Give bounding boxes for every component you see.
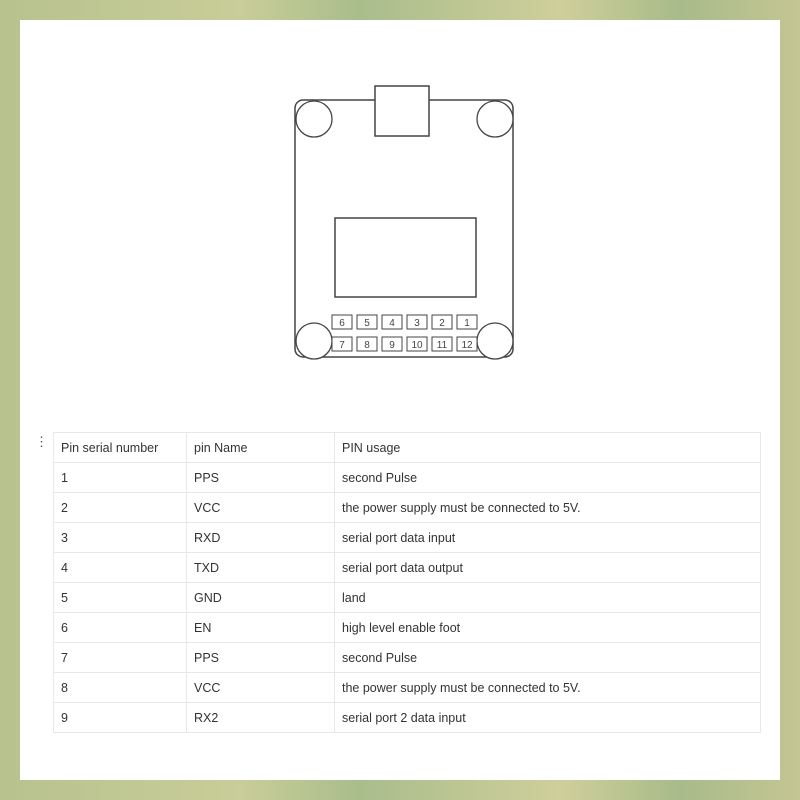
table-row — [54, 493, 761, 523]
table-cell: VCC — [187, 673, 335, 703]
table-row — [54, 673, 761, 703]
mount-hole — [477, 101, 513, 137]
table-cell: 6 — [54, 613, 187, 643]
table-cell: EN — [187, 613, 335, 643]
pin-label: 5 — [364, 318, 370, 329]
pin-label: 6 — [339, 318, 345, 329]
table-cell: PPS — [187, 643, 335, 673]
table-cell: 8 — [54, 673, 187, 703]
table-cell: 2 — [54, 493, 187, 523]
table-cell: VCC — [187, 493, 335, 523]
table-cell: second Pulse — [335, 463, 761, 493]
board-outline — [295, 100, 513, 357]
mount-hole — [477, 323, 513, 359]
table-cell: Pin serial number — [54, 433, 187, 463]
table-cell: PPS — [187, 463, 335, 493]
table-cell: GND — [187, 583, 335, 613]
table-row — [54, 643, 761, 673]
table-cell: the power supply must be connected to 5V. — [335, 493, 761, 523]
antenna-area — [335, 218, 476, 297]
pin-label: 10 — [411, 340, 423, 351]
table-cell: RXD — [187, 523, 335, 553]
pin-label: 8 — [364, 340, 370, 351]
mount-hole — [296, 101, 332, 137]
table-cell: 4 — [54, 553, 187, 583]
table-cell: the power supply must be connected to 5V. — [335, 673, 761, 703]
table-cell: serial port data output — [335, 553, 761, 583]
table-row — [54, 523, 761, 553]
table-cell: 1 — [54, 463, 187, 493]
table-cell: 7 — [54, 643, 187, 673]
table-cell: land — [335, 583, 761, 613]
table-row — [54, 463, 761, 493]
pin-label: 12 — [461, 340, 473, 351]
table-cell: serial port 2 data input — [335, 703, 761, 733]
table-cell: serial port data input — [335, 523, 761, 553]
table-cell: TXD — [187, 553, 335, 583]
pin-label: 3 — [414, 318, 420, 329]
pin-label: 9 — [389, 340, 395, 351]
table-cell: second Pulse — [335, 643, 761, 673]
table-cell: 9 — [54, 703, 187, 733]
pin-label: 7 — [339, 340, 345, 351]
table-row — [54, 553, 761, 583]
table-row — [54, 583, 761, 613]
table-cell: PIN usage — [335, 433, 761, 463]
table-cell: 3 — [54, 523, 187, 553]
pin-label: 2 — [439, 318, 445, 329]
table-cell: RX2 — [187, 703, 335, 733]
pin-table — [53, 432, 761, 733]
connector — [375, 86, 429, 136]
table-row — [54, 613, 761, 643]
mount-hole — [296, 323, 332, 359]
table-header-row — [54, 433, 761, 463]
pin-label: 11 — [436, 340, 448, 351]
table-cell: pin Name — [187, 433, 335, 463]
table-cell: high level enable foot — [335, 613, 761, 643]
table-row — [54, 703, 761, 733]
pin-label: 4 — [389, 318, 395, 329]
pin-label: 1 — [464, 318, 470, 329]
table-menu-icon[interactable]: ⋮ — [35, 434, 48, 449]
table-cell: 5 — [54, 583, 187, 613]
